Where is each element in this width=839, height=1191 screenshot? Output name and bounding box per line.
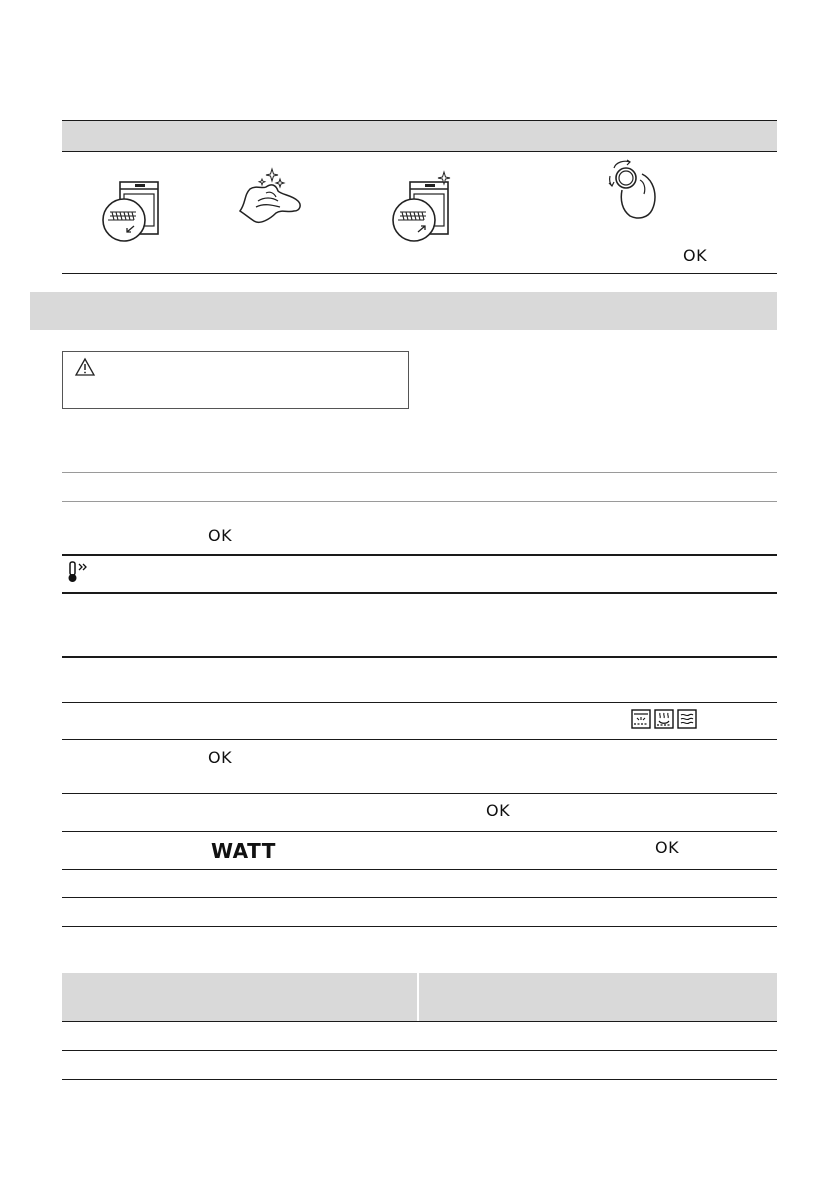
table-rule <box>62 1021 777 1022</box>
table-rule <box>62 831 777 832</box>
warning-triangle-icon <box>75 358 95 376</box>
food-probe-icon <box>66 560 92 584</box>
table-rule <box>62 739 777 740</box>
hand-wipe-cloth-icon <box>236 165 308 233</box>
table-rule <box>62 869 777 870</box>
oven-rack-insert-clean-icon <box>390 180 454 242</box>
ok-label: OK <box>208 748 233 767</box>
grill-icon <box>631 709 651 729</box>
bottom-heat-icon <box>654 709 674 729</box>
table-rule <box>62 793 777 794</box>
warning-box <box>62 351 409 409</box>
table-header-bar <box>62 121 777 151</box>
ok-button-label: OK <box>683 246 708 265</box>
table-rule <box>62 472 777 473</box>
ok-label: OK <box>655 838 680 857</box>
table-rule <box>62 592 777 594</box>
table-rule <box>62 151 777 152</box>
table-rule <box>62 702 777 703</box>
oven-rack-remove-icon <box>100 180 164 242</box>
ok-label: OK <box>486 801 511 820</box>
section-heading-bar <box>30 292 777 330</box>
knob-turn-hand-icon <box>600 158 664 222</box>
table-rule <box>62 120 777 121</box>
table-rule <box>62 501 777 502</box>
table-header-cell-right <box>419 973 777 1021</box>
table-rule <box>62 926 777 927</box>
steam-icon <box>677 709 697 729</box>
table-rule <box>62 554 777 556</box>
table-rule <box>62 1050 777 1051</box>
ok-label: OK <box>208 526 233 545</box>
table-rule <box>62 897 777 898</box>
table-rule <box>62 273 777 274</box>
table-rule <box>62 1079 777 1080</box>
table-rule <box>62 656 777 658</box>
table-header-cell-left <box>62 973 417 1021</box>
watt-button-label: WATT <box>211 839 276 863</box>
